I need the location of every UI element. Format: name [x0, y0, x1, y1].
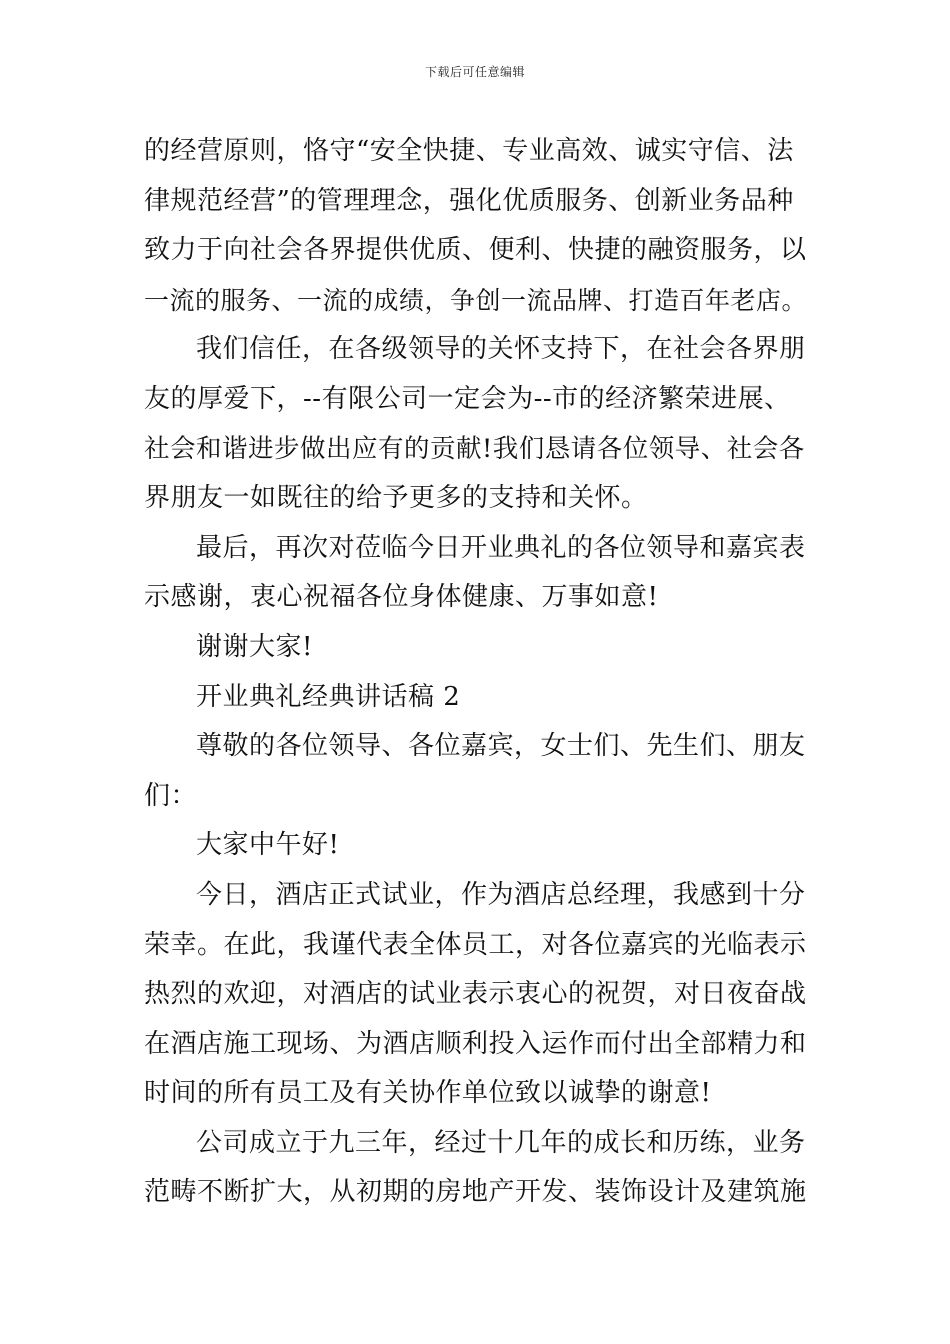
text-line: 最后，再次对莅临今日开业典礼的各位领导和嘉宾表: [196, 532, 806, 563]
text-line: 界朋友一如既往的给予更多的支持和关怀。: [144, 483, 648, 514]
text-line: 一流的服务、一流的成绩，争创一流品牌、打造百年老店。: [144, 285, 808, 315]
text-line: 荣幸。在此，我谨代表全体员工，对各位嘉宾的光临表示: [144, 929, 807, 960]
page-header: 下载后可任意编辑: [424, 65, 525, 79]
text-line: 范畴不断扩大，从初期的房地产开发、装饰设计及建筑施: [144, 1177, 807, 1208]
text-line: 的经营原则，恪守“安全快捷、专业高效、诚实守信、法: [144, 136, 794, 166]
text-line: 示感谢，衷心祝福各位身体健康、万事如意!: [144, 582, 659, 613]
document-body: [144, 127, 809, 1218]
text-line: 今日，酒店正式试业，作为酒店总经理，我感到十分: [196, 879, 806, 910]
text-line: 们：: [144, 780, 198, 811]
text-line: 友的厚爱下，--有限公司一定会为--市的经济繁荣进展、: [144, 383, 791, 414]
text-line: 谢谢大家!: [196, 631, 313, 662]
text-line: 公司成立于九三年，经过十几年的成长和历练，业务: [196, 1127, 806, 1158]
text-line: 热烈的欢迎，对酒店的试业表示衷心的祝贺，对日夜奋战: [144, 979, 807, 1010]
text-line: 尊敬的各位领导、各位嘉宾，女士们、先生们、朋友: [196, 731, 806, 762]
text-line: 时间的所有员工及有关协作单位致以诚挚的谢意!: [144, 1078, 712, 1109]
text-line: 我们信任，在各级领导的关怀支持下，在社会各界朋: [196, 334, 806, 365]
text-line: 社会和谐进步做出应有的贡献!我们恳请各位领导、社会各: [144, 433, 805, 464]
text-line: 开业典礼经典讲话稿 2: [196, 681, 461, 712]
text-line: 大家中午好!: [196, 830, 340, 861]
text-line: 律规范经营”的管理理念，强化优质服务、创新业务品种: [144, 185, 794, 216]
text-line: 在酒店施工现场、为酒店顺利投入运作而付出全部精力和: [144, 1028, 807, 1059]
text-line: 致力于向社会各界提供优质、便利、快捷的融资服务，以: [144, 235, 807, 266]
